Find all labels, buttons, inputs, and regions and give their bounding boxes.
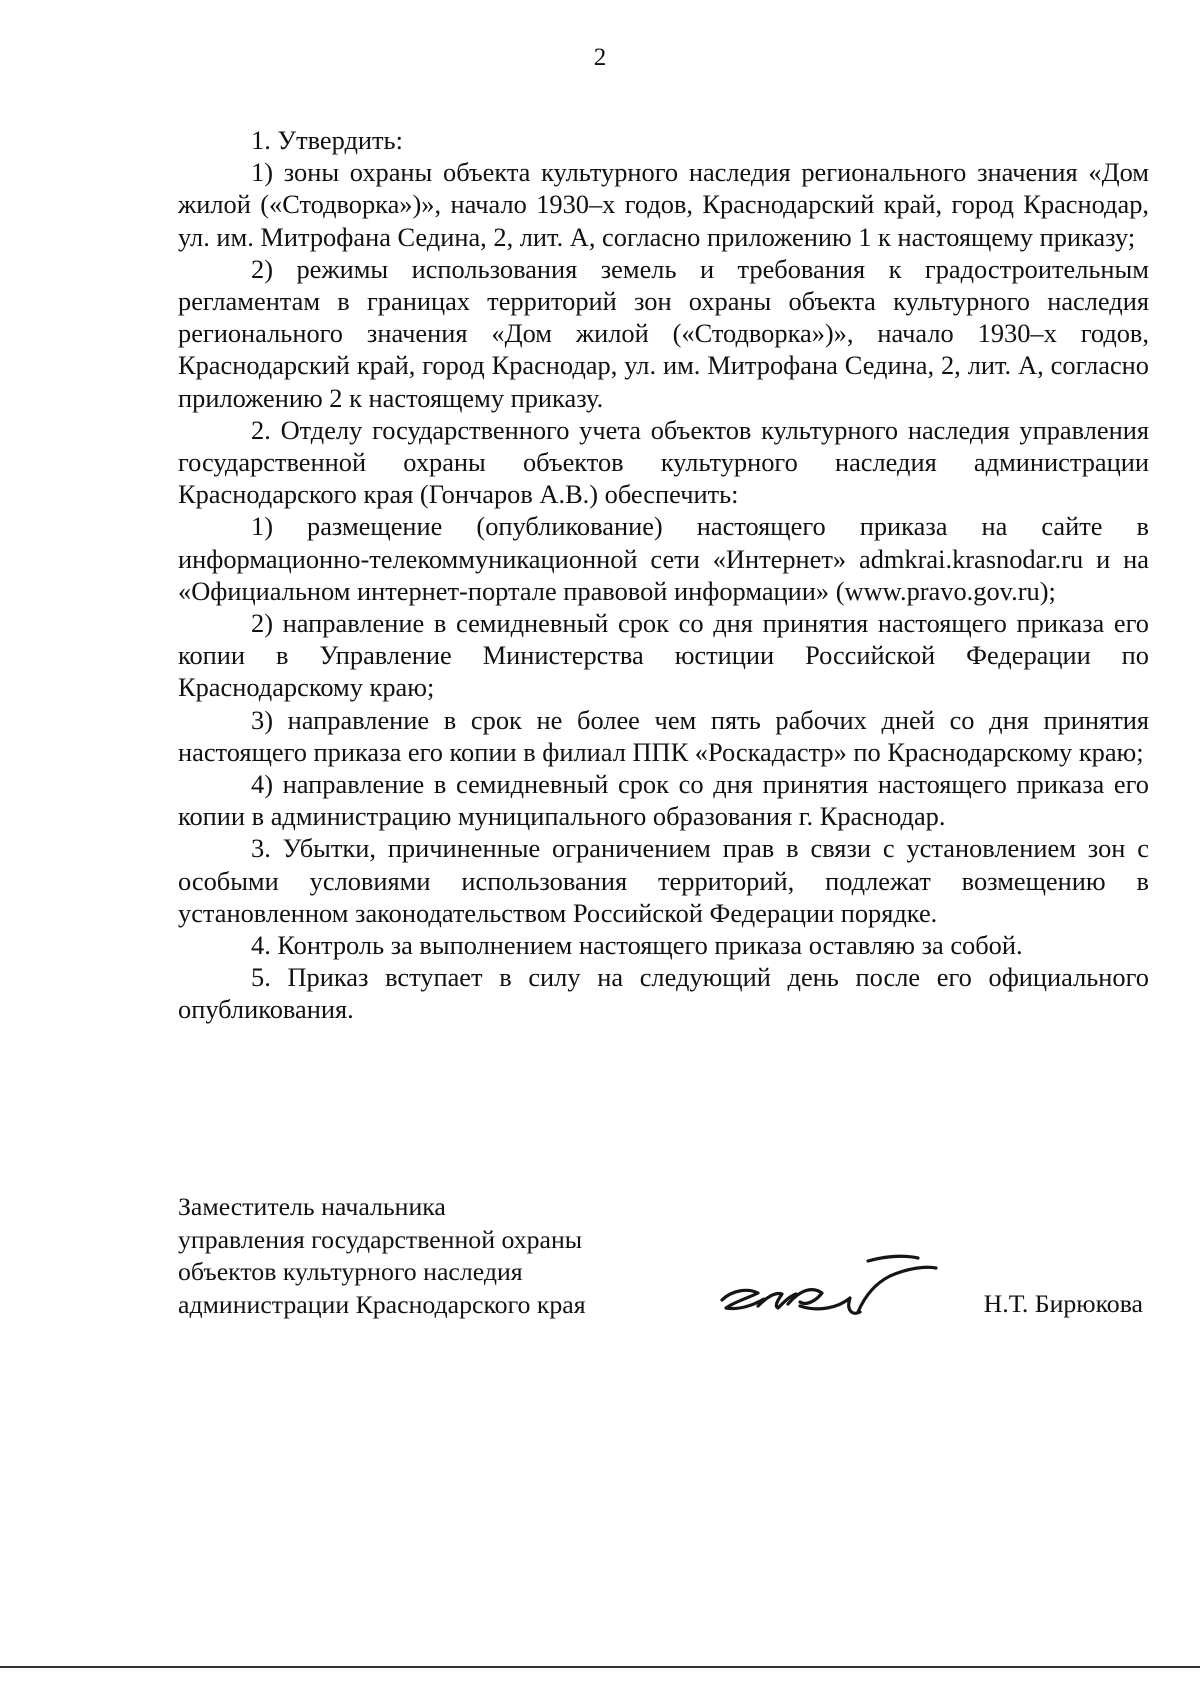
signer-position-line: управления государственной охраны (178, 1224, 583, 1254)
paragraph: 2. Отделу государственного учета объектов культурного наследия управления государственной охраны объектов культурного наследия администрации Краснодарского края (Гончаров А.В.) обеспечить: (178, 414, 1149, 510)
paragraph: 5. Приказ вступает в силу на следующий день после его официального опубликования. (178, 962, 1149, 1025)
paragraph: 3. Убытки, причиненные ограничением прав в связи с установлением зон с особыми условиями использования территорий, подлежат возмещению в установленном законодательством Российской Федерации порядке. (178, 833, 1149, 928)
paragraph: 4) направление в семидневный срок со дня принятия настоящего приказа его копии в администрацию муниципального образования г. Краснодар. (178, 769, 1149, 832)
paragraph: 4. Контроль за выполнением настоящего приказа оставляю за собой. (251, 930, 1023, 961)
page-number: 2 (593, 44, 607, 71)
signer-position-line: администрации Краснодарского края (178, 1289, 586, 1319)
bottom-divider (0, 1666, 1200, 1668)
paragraph: 3) направление в срок не более чем пять рабочих дней со дня принятия настоящего приказа его копии в филиал ППК «Роскадастр» по Краснодарскому краю; (178, 704, 1149, 767)
signer-name: Н.Т. Бирюкова (983, 1289, 1143, 1318)
paragraph: 1. Утвердить: (251, 125, 403, 155)
signer-position-line: объектов культурного наследия (178, 1257, 523, 1286)
document-body (178, 124, 1149, 1026)
handwritten-signature-icon (718, 1246, 938, 1326)
paragraph: 2) направление в семидневный срок со дня принятия настоящего приказа его копии в Управление Министерства юстиции Российской Федерации по Краснодарскому краю; (178, 608, 1149, 703)
signer-position-line: Заместитель начальника (178, 1192, 446, 1221)
paragraph: 2) режимы использования земель и требования к градостроительным регламентам в границах территорий зон охраны объекта культурного наследия регионального значения «Дом жилой («Стодворка»)», начало 1930–х годов, Краснодарский край, город Краснодар, ул. им. Митрофана Седина, 2, лит. А, согласно приложению 2 к настоящему приказу. (178, 253, 1149, 413)
paragraph: 1) размещение (опубликование) настоящего приказа на сайте в информационно-телекоммуникационной сети «Интернет» admkrai.krasnodar.ru и на «Официальном интернет-портале правовой информации» (www.pravo.gov.ru); (178, 511, 1149, 606)
paragraph: 1) зоны охраны объекта культурного наследия регионального значения «Дом жилой («Стодворка»)», начало 1930–х годов, Краснодарский край, город Краснодар, ул. им. Митрофана Седина, 2, лит. А, согласно приложению 1 к настоящему приказу; (178, 157, 1149, 252)
signature-block (178, 1191, 1149, 1331)
